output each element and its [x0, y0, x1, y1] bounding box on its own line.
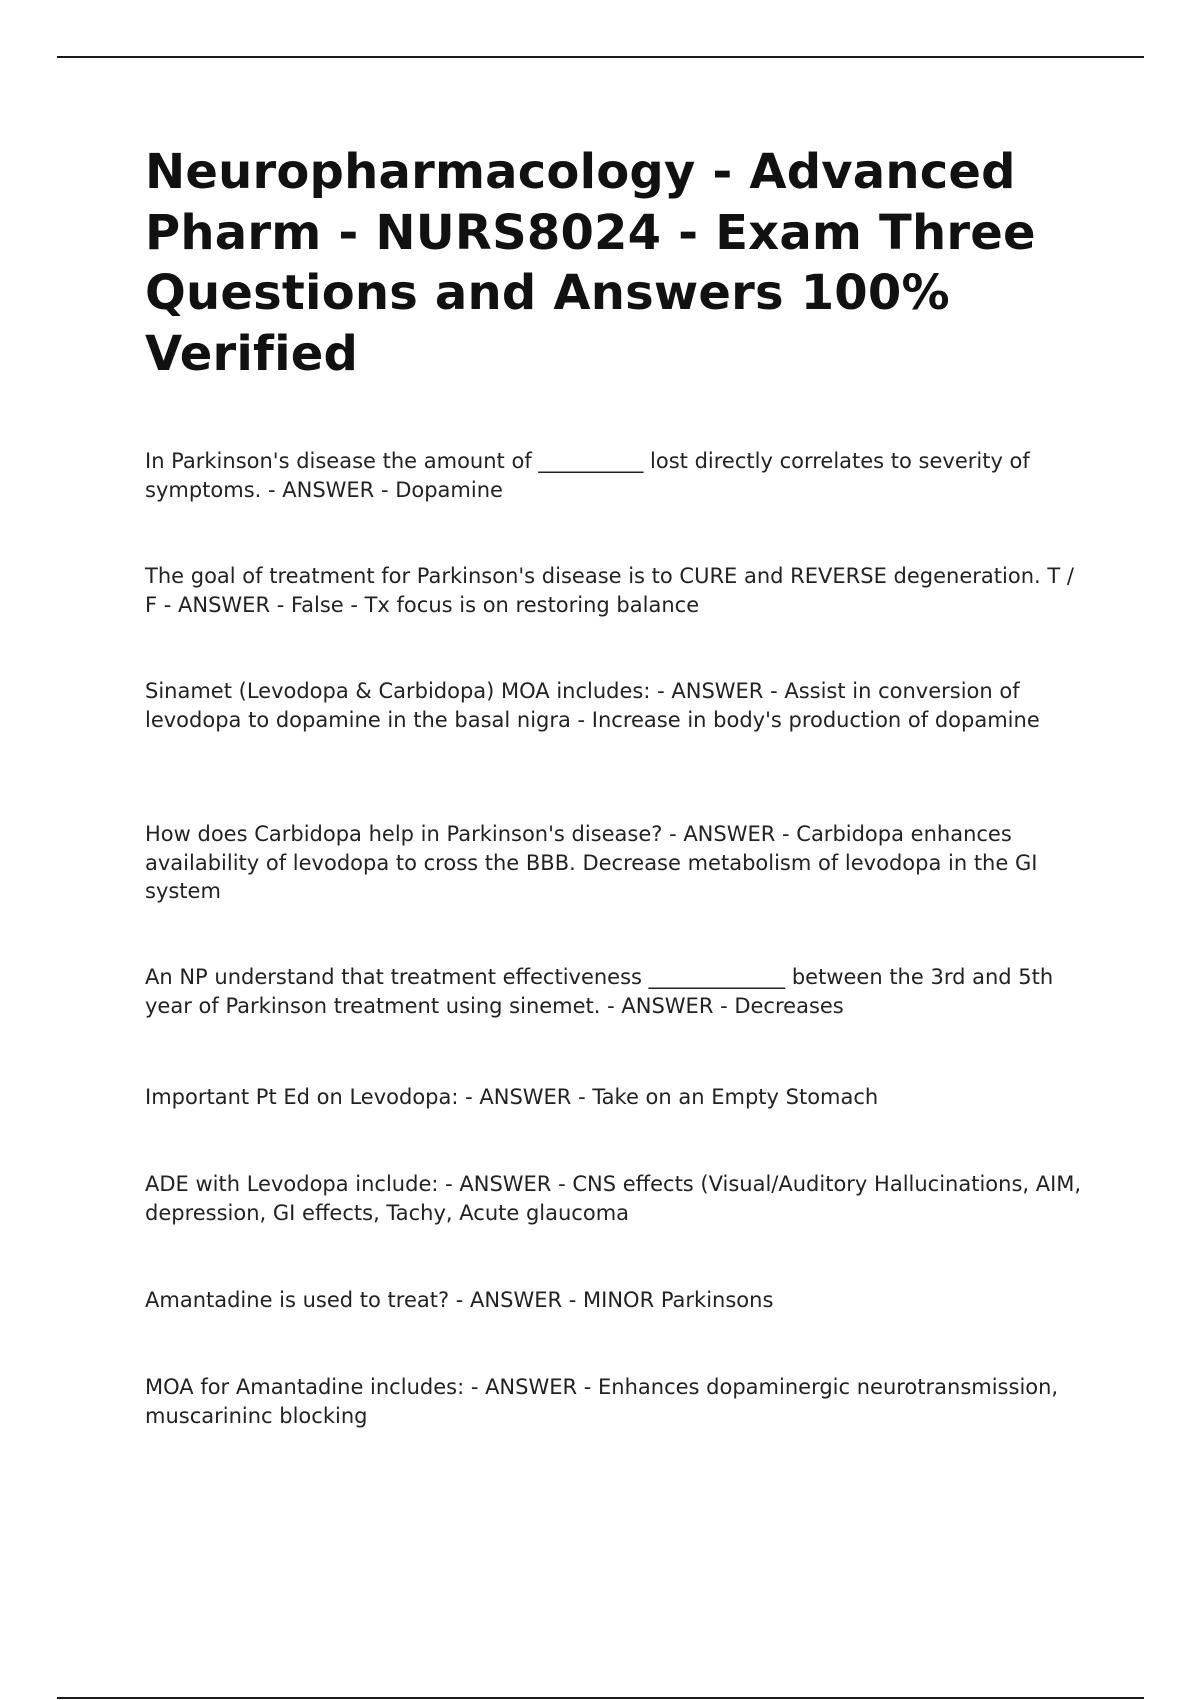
- qa-item-6: Important Pt Ed on Levodopa: - ANSWER - Take on an Empty Stomach: [145, 1085, 879, 1109]
- qa-item-1: In Parkinson's disease the amount of __________ lost directly correlates to severity of symptoms. - ANSWER - Dopamine: [145, 449, 1030, 502]
- qa-item-3: Sinamet (Levodopa & Carbidopa) MOA includes: - ANSWER - Assist in conversion of levodopa to dopamine in the basal nigra - Increase in body's production of dopamine: [145, 679, 1040, 732]
- bottom-rule: [57, 1697, 1144, 1699]
- qa-item-9: MOA for Amantadine includes: - ANSWER - Enhances dopaminergic neurotransmission, muscarininc blocking: [145, 1375, 1059, 1428]
- top-rule: [57, 56, 1144, 58]
- qa-item-2: The goal of treatment for Parkinson's disease is to CURE and REVERSE degeneration. T / F - ANSWER - False - Tx focus is on restoring balance: [145, 564, 1074, 617]
- document-title: Neuropharmacology - Advanced Pharm - NURS8024 - Exam Three Questions and Answers 100% Verified: [145, 144, 1036, 382]
- qa-item-7: ADE with Levodopa include: - ANSWER - CNS effects (Visual/Auditory Hallucinations, AIM, depression, GI effects, Tachy, Acute glaucoma: [145, 1172, 1082, 1225]
- qa-item-4: How does Carbidopa help in Parkinson's disease? - ANSWER - Carbidopa enhances availability of levodopa to cross the BBB. Decrease metabolism of levodopa in the GI system: [145, 822, 1038, 903]
- qa-item-5: An NP understand that treatment effectiveness _____________ between the 3rd and 5th year of Parkinson treatment using sinemet. - ANSWER - Decreases: [145, 965, 1054, 1018]
- qa-item-8: Amantadine is used to treat? - ANSWER - MINOR Parkinsons: [145, 1288, 774, 1312]
